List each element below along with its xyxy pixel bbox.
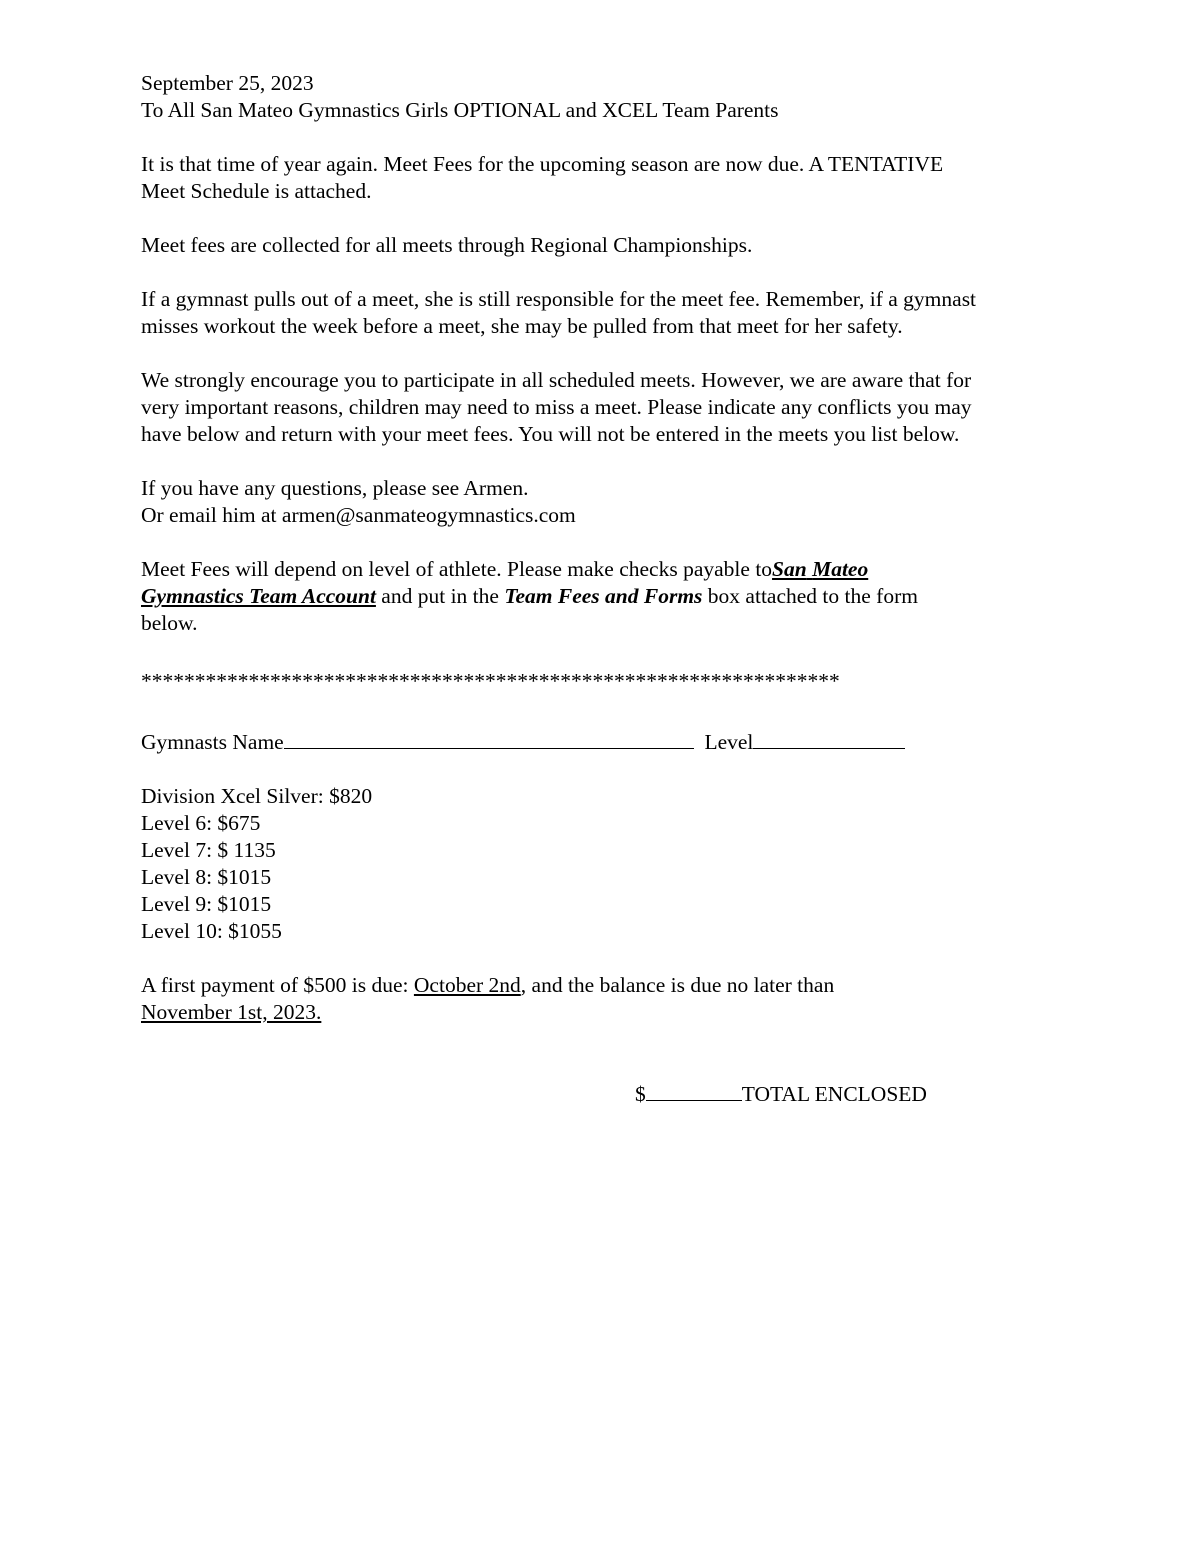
paragraph-line: If a gymnast pulls out of a meet, she is still responsible for the meet fee. Remember, if a gymnast xyxy=(141,287,977,311)
gymnast-name-field[interactable] xyxy=(284,728,694,749)
level-field[interactable] xyxy=(753,728,905,749)
paragraph-line: Meet fees are collected for all meets through Regional Championships. xyxy=(141,233,753,257)
paragraph-line: below. xyxy=(141,611,198,635)
paragraph-line: It is that time of year again. Meet Fees for the upcoming season are now due. A TENTATIVE xyxy=(141,152,944,176)
letter-page xyxy=(141,70,1071,1107)
name-level-row xyxy=(141,728,1071,755)
gymnast-name-label: Gymnasts Name xyxy=(141,730,284,754)
paragraph-line: have below and return with your meet fees. You will not be entered in the meets you list below. xyxy=(141,422,960,446)
payable-text: Meet Fees will depend on level of athlete. Please make checks payable to xyxy=(141,557,773,581)
dollar-sign: $ xyxy=(635,1082,646,1106)
total-enclosed-row xyxy=(635,1080,927,1108)
letter-date: September 25, 2023 xyxy=(141,71,314,95)
letter-salutation: To All San Mateo Gymnastics Girls OPTIONAL and XCEL Team Parents xyxy=(141,98,779,122)
contact-email-line: Or email him at armen@sanmateogymnastics.com xyxy=(141,503,576,527)
payee-account: Gymnastics Team Account xyxy=(141,584,376,608)
payment-line: A first payment of $500 is due: October 2nd, and the balance is due no later than xyxy=(141,973,835,997)
separator-line: ***************************************************************** xyxy=(141,669,840,693)
paragraph-line: Gymnastics Team Account and put in the Team Fees and Forms box attached to the form xyxy=(141,584,918,608)
first-payment-date: October 2nd xyxy=(413,973,521,997)
paragraph-line: misses workout the week before a meet, she may be pulled from that meet for her safety. xyxy=(141,314,903,338)
paragraph-line xyxy=(141,556,1071,583)
fee-item: Level 9: $1015 xyxy=(141,892,272,916)
paragraph-line: We strongly encourage you to participate in all scheduled meets. However, we are aware that for xyxy=(141,368,972,392)
paragraph-line: If you have any questions, please see Armen. xyxy=(141,476,529,500)
fee-item: Level 10: $1055 xyxy=(141,919,282,943)
balance-due-date: November 1st, 2023. xyxy=(141,1000,322,1024)
paragraph-line: Meet Schedule is attached. xyxy=(141,179,372,203)
paragraph-line: very important reasons, children may need to miss a meet. Please indicate any conflicts you may xyxy=(141,395,972,419)
payee-name: San Mateo xyxy=(772,557,869,581)
fee-item: Level 7: $ 1135 xyxy=(141,838,276,862)
fee-item: Division Xcel Silver: $820 xyxy=(141,784,373,808)
fees-box-name: Team Fees and Forms xyxy=(504,584,703,608)
total-enclosed-label: TOTAL ENCLOSED xyxy=(741,1082,927,1106)
fee-item: Level 6: $675 xyxy=(141,811,261,835)
total-amount-field[interactable] xyxy=(646,1080,742,1101)
fee-item: Level 8: $1015 xyxy=(141,865,272,889)
level-label: Level xyxy=(704,730,754,754)
